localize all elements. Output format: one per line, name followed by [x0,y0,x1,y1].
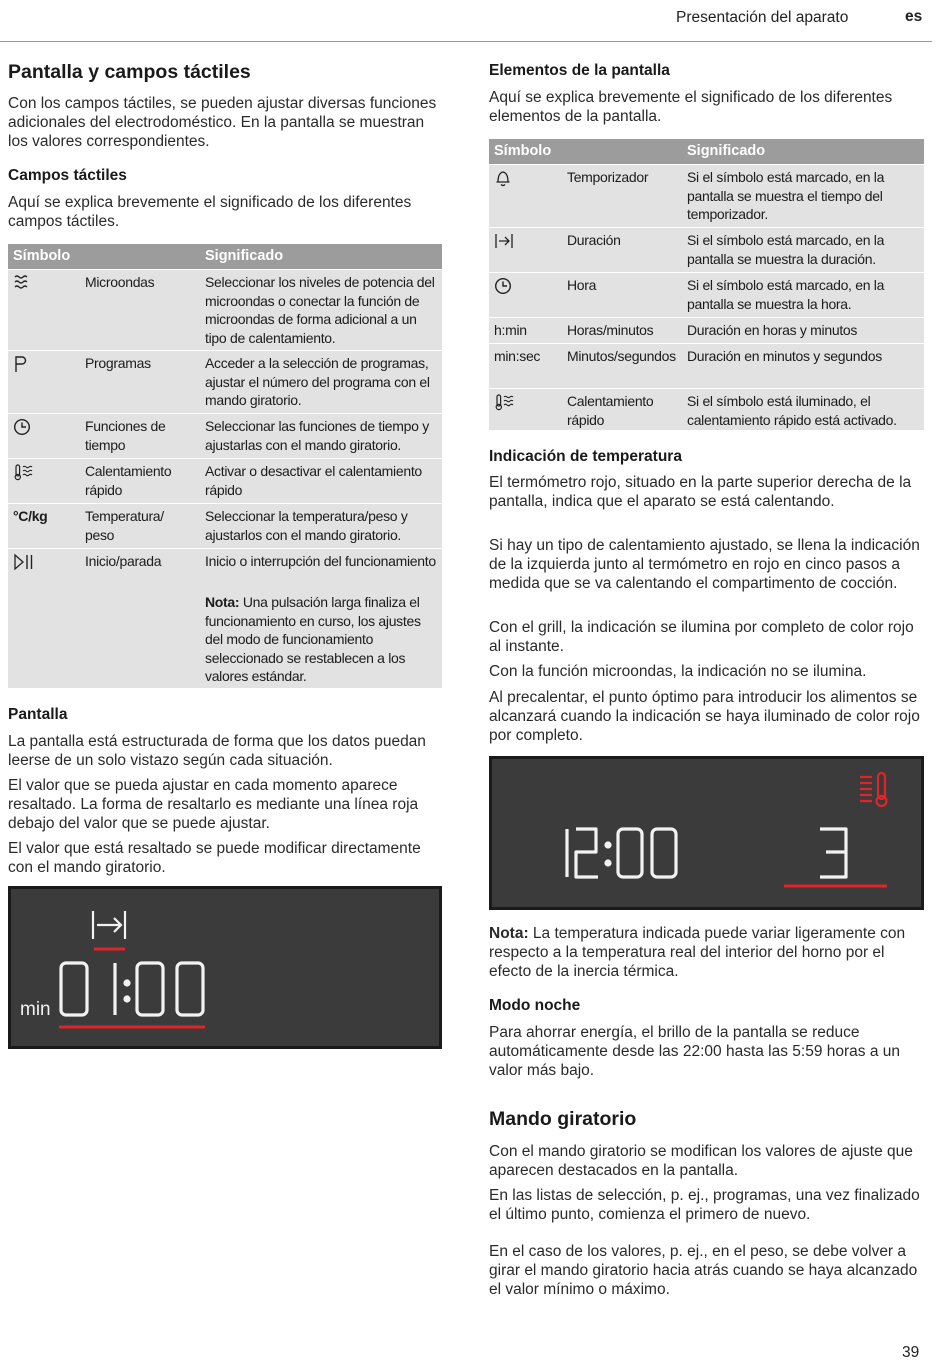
display-elements-table [489,139,924,430]
programs-icon [13,355,27,378]
row-name: Funciones de tiempo [85,418,166,453]
night-mode-heading: Modo noche [489,997,581,1014]
knob-paragraph-3: En el caso de los valores, p. ej., en el peso, se debe volver a girar el mando giratorio hacia atrás cuando se haya alcanzado el valor mínimo o máximo. [489,1243,918,1298]
row-name: Minutos/segundos [567,348,676,364]
display-paragraph-2: El valor que se pueda ajustar en cada momento aparece resaltado. La forma de resaltarlo es mediante una línea roja debajo del valor que se puede ajustar. [8,777,419,832]
row-meaning: Activar o desactivar el calentamiento rápido [205,463,422,498]
intro-paragraph: Con los campos táctiles, se pueden ajustar diversas funciones adicionales del electrodoméstico. En la pantalla se muestran los valores correspondientes. [8,95,437,150]
knob-paragraph-2: En las listas de selección, p. ej., programas, una vez finalizado el último punto, comienza el primero de nuevo. [489,1187,920,1223]
table-row [8,458,442,503]
note-paragraph [489,924,924,981]
table-row [489,317,924,343]
row-meaning: Duración en minutos y segundos [687,348,882,364]
temperature-paragraph-3: Con el grill, la indicación se ilumina por completo de color rojo al instante. [489,619,914,655]
table-row [8,548,442,689]
display-paragraph-3: El valor que está resaltado se puede modificar directamente con el mando giratorio. [8,840,421,876]
table-row [8,269,442,350]
row-name: Horas/minutos [567,322,654,338]
table-row [8,413,442,458]
display-digits-icon [567,829,846,877]
note-text: La temperatura indicada puede variar ligeramente con respecto a la temperatura real del interior del horno por el efecto de la inercia térmica. [489,925,906,980]
clock-icon [13,418,31,441]
note-label: Nota: [489,925,529,942]
rapid-heat-icon [13,463,35,486]
row-name: Temperatura/ peso [85,508,164,543]
temperature-paragraph-4: Con la función microondas, la indicación no se ilumina. [489,663,867,680]
table-header [489,139,924,164]
row-name: Calentamiento rápido [85,463,172,498]
row-meaning: Si el símbolo está iluminado, el calentamiento rápido está activado. [687,393,897,428]
knob-paragraph-1: Con el mando giratorio se modifican los valores de ajuste que aparecen destacados en la pantalla. [489,1143,913,1179]
row-note [205,593,437,686]
touch-fields-table [8,244,442,688]
table-row [489,164,924,227]
section-title: Pantalla y campos táctiles [8,61,251,83]
col-header-symbol: Símbolo [13,248,71,264]
row-name: Duración [567,232,621,248]
display-example-duration [8,886,442,1049]
col-header-meaning: Significado [205,248,284,264]
row-name: Hora [567,277,597,293]
duration-icon [93,911,125,939]
row-name: Microondas [85,274,155,290]
display-paragraph-1: La pantalla está estructurada de forma que los datos puedan leerse de un solo vistazo según cada situación. [8,733,426,769]
row-symbol: °C/kg [13,508,48,524]
col-header-symbol: Símbolo [494,143,552,159]
temperature-heading: Indicación de temperatura [489,448,682,465]
note-label: Nota: [205,594,240,610]
display-unit: min [20,999,51,1020]
running-header-language: es [905,8,923,25]
table-row [489,388,924,433]
row-meaning: Si el símbolo está marcado, en la pantalla se muestra la duración. [687,232,885,267]
duration-icon [494,232,514,255]
row-name: Temporizador [567,169,649,185]
table-header [8,244,442,269]
page-number: 39 [902,1344,920,1361]
microwave-icon [13,274,31,295]
rapid-heat-icon [494,393,516,416]
knob-heading: Mando giratorio [489,1108,637,1130]
thermometer-indicator-icon [860,773,887,806]
elements-heading: Elementos de la pantalla [489,62,670,79]
note-text: Una pulsación larga finaliza el funcionamiento en curso, los ajustes del modo de funcionamiento seleccionado se restablecen a los valores estándar. [205,594,421,684]
col-header-meaning: Significado [687,143,766,159]
row-meaning: Seleccionar los niveles de potencia del microondas o conectar la función de microondas de forma adicional a un tipo de calentamiento. [205,274,435,346]
temperature-paragraph-1: El termómetro rojo, situado en la parte superior derecha de la pantalla, indica que el aparato se está calentando. [489,474,912,510]
row-symbol: h:min [494,322,527,338]
row-name: Programas [85,355,151,371]
display-example-temperature [489,756,924,910]
clock-icon [494,277,512,300]
table-row [8,350,442,413]
table-row [8,503,442,548]
row-meaning: Acceder a la selección de programas, ajustar el número del programa con el mando giratorio. [205,355,430,408]
row-meaning: Si el símbolo está marcado, en la pantalla se muestra el tiempo del temporizador. [687,169,885,222]
table-row [489,343,924,388]
bell-icon [494,169,512,192]
elements-intro: Aquí se explica brevemente el significado de los diferentes elementos de la pantalla. [489,89,893,125]
table-row [489,227,924,272]
table-row [489,272,924,317]
touch-fields-intro: Aquí se explica brevemente el significado de los diferentes campos táctiles. [8,194,412,230]
display-heading: Pantalla [8,706,68,723]
night-mode-paragraph: Para ahorrar energía, el brillo de la pantalla se reduce automáticamente desde las 22:00 hasta las 5:59 horas a un valor más bajo. [489,1024,901,1079]
temperature-paragraph-5: Al precalentar, el punto óptimo para introducir los alimentos se alcanzará cuando la indicación se haya iluminado de color rojo por completo. [489,689,920,744]
touch-fields-heading: Campos táctiles [8,167,127,184]
row-name: Calentamiento rápido [567,393,654,428]
row-meaning: Inicio o interrupción del funcionamiento [205,553,436,569]
row-symbol: min:sec [494,348,541,364]
row-name: Inicio/parada [85,553,162,569]
row-meaning: Seleccionar las funciones de tiempo y ajustarlas con el mando giratorio. [205,418,429,453]
row-meaning: Seleccionar la temperatura/peso y ajustarlos con el mando giratorio. [205,508,408,543]
row-meaning: Duración en horas y minutos [687,322,858,338]
display-digits-icon [61,963,203,1015]
temperature-paragraph-2: Si hay un tipo de calentamiento ajustado, se llena la indicación de la izquierda junto al termómetro en rojo en cinco pasos a medida que se va calentando el compartimento de cocción. [489,537,920,592]
start-pause-icon [13,553,35,576]
row-meaning: Si el símbolo está marcado, en la pantalla se muestra la hora. [687,277,885,312]
running-header-section: Presentación del aparato [676,9,849,26]
header-divider [0,41,932,42]
